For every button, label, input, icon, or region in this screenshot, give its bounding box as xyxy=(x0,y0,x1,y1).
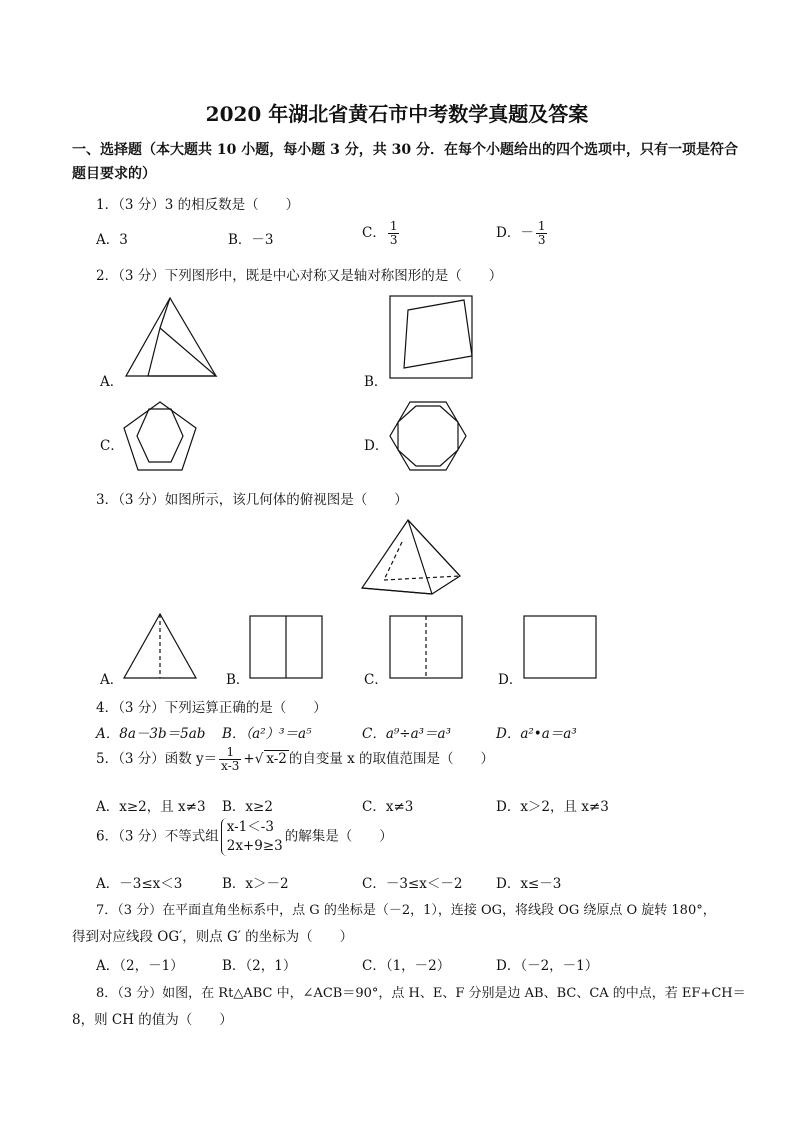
q7-option-b: B．（2，1） xyxy=(222,958,297,974)
q5-fraction-numerator: 1 xyxy=(219,746,241,760)
q3-figure-prism xyxy=(360,518,464,598)
q3-stem: 3．（3 分）如图所示，该几何体的俯视图是（ ） xyxy=(96,492,408,508)
q1-option-d-fraction xyxy=(536,220,548,247)
q3-option-a-label: A． xyxy=(100,672,124,688)
q2-stem: 2．（3 分）下列图形中，既是中心对称又是轴对称图形的是（ ） xyxy=(96,268,503,284)
q5-option-a: A．x≥2，且 x≠3 xyxy=(96,799,206,815)
q1-c-denominator: 3 xyxy=(389,233,398,247)
q4-option-a: A．8a－3b＝5ab xyxy=(96,726,206,742)
q3-option-c-label: C． xyxy=(364,672,388,688)
q3-option-b-label: B． xyxy=(226,672,250,688)
q1-option-c-fraction xyxy=(388,220,400,247)
q1-option-d xyxy=(496,220,549,247)
q4-option-b: B．（a²）³＝a⁵ xyxy=(222,726,312,742)
q4-stem: 4．（3 分）下列运算正确的是（ ） xyxy=(96,700,327,716)
q2-figure-b-squares xyxy=(388,294,476,382)
q7-option-a: A．（2，－1） xyxy=(96,958,184,974)
q7-stem-line2: 得到对应线段 OG′，则点 G′ 的坐标为（ ） xyxy=(72,929,354,945)
q5-fraction xyxy=(219,746,241,773)
q5-option-b: B．x≥2 xyxy=(222,799,273,815)
q1-option-d-prefix: D．－ xyxy=(496,225,534,241)
q1-d-denominator: 3 xyxy=(537,233,546,247)
q6-stem xyxy=(96,818,393,856)
q1-d-numerator: 1 xyxy=(537,219,546,233)
q5-plus: + xyxy=(243,751,255,767)
q6-stem-suffix: 的解集是（ ） xyxy=(284,828,393,845)
q3-figure-a-triangle-dashed xyxy=(122,612,200,682)
q2-figure-a-triangle xyxy=(122,296,222,382)
q3-figure-d-rect xyxy=(522,614,598,680)
q6-stem-prefix: 6．（3 分）不等式组 xyxy=(96,828,219,845)
q4-option-d: D．a²•a＝a³ xyxy=(496,726,577,742)
q2-option-c-label: C． xyxy=(100,438,124,454)
q5-option-c: C．x≠3 xyxy=(362,799,414,815)
q1-option-c xyxy=(362,220,401,247)
q7-option-c: C．（1，－2） xyxy=(362,958,451,974)
q1-stem: 1．（3 分）3 的相反数是（ ） xyxy=(96,197,300,213)
q2-figure-d-hexagon-octagon xyxy=(388,398,470,476)
page-title: 2020 年湖北省黄石市中考数学真题及答案 xyxy=(205,102,589,126)
q6-inequality-2: 2x+9≥3 xyxy=(226,838,283,854)
q8-stem-line1: 8．（3 分）如图，在 Rt△ABC 中，∠ACB＝90°，点 H、E、F 分别是边 AB、BC、CA 的中点，若 EF+CH＝ xyxy=(96,986,746,1001)
q6-inequality-1: x-1＜-3 xyxy=(226,819,274,835)
q3-figure-b-rect-solid xyxy=(248,614,324,680)
section-heading-line2: 题目要求的） xyxy=(72,166,156,182)
q1-option-b: B．－3 xyxy=(228,232,274,248)
q5-sqrt-radical: √ xyxy=(254,751,264,767)
q5-fraction-denominator: x-3 xyxy=(221,759,240,773)
q6-option-c: C．－3≤x＜－2 xyxy=(362,876,463,892)
q5-option-d: D．x＞2，且 x≠3 xyxy=(496,799,609,815)
q6-option-d: D．x≤－3 xyxy=(496,876,562,892)
q4-option-c: C．a⁹÷a³＝a³ xyxy=(362,726,452,742)
q6-inequality-system xyxy=(221,818,283,856)
q7-stem-line1: 7．（3 分）在平面直角坐标系中，点 G 的坐标是（－2，1），连接 OG，将线段 OG 绕原点 O 旋转 180°， xyxy=(96,903,716,918)
q3-option-d-label: D． xyxy=(498,672,523,688)
q5-sqrt-body: x-2 xyxy=(266,751,287,767)
q5-stem-prefix: 5．（3 分）函数 y＝ xyxy=(96,751,218,767)
q2-option-a-label: A． xyxy=(100,374,124,390)
q2-figure-c-pentagon-hexagon xyxy=(122,400,200,474)
section-heading-line1: 一、选择题（本大题共 10 小题，每小题 3 分，共 30 分．在每个小题给出的四个选项中，只有一项是符合 xyxy=(72,142,738,158)
q1-c-numerator: 1 xyxy=(389,219,398,233)
q2-option-d-label: D． xyxy=(364,438,389,454)
q8-stem-line2: 8，则 CH 的值为（ ） xyxy=(72,1012,233,1028)
q1-option-c-prefix: C． xyxy=(362,225,386,241)
q6-option-a: A．－3≤x＜3 xyxy=(96,876,183,892)
q3-figure-c-rect-dashed xyxy=(388,614,464,680)
q1-option-a: A．3 xyxy=(96,232,128,248)
q7-option-d: D．（－2，－1） xyxy=(496,958,599,974)
q6-option-b: B．x＞－2 xyxy=(222,876,289,892)
q2-option-b-label: B． xyxy=(364,374,388,390)
q5-stem xyxy=(96,746,494,773)
q5-stem-suffix: 的自变量 x 的取值范围是（ ） xyxy=(288,751,495,767)
